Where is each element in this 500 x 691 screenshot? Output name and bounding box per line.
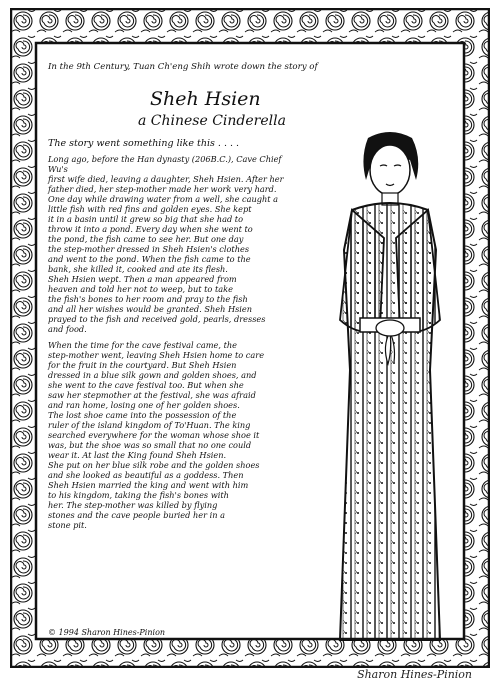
copyright-notice: © 1994 Sharon Hines-Pinion	[48, 628, 166, 637]
woman-in-robe-illustration	[300, 128, 480, 648]
heading-line: In the 9th Century, Tuan Ch'eng Shih wrote down the story of	[48, 62, 318, 72]
artist-signature: Sharon Hines-Pinion	[357, 668, 472, 681]
story-paragraph-1: Long ago, before the Han dynasty (206B.C.), Cave Chief Wu's first wife died, leaving a daughter, Sheh Hsien. After her father died, her step-mother made her work very hard. One day while drawing water from a well, she caught a little fish with red fins and golden eyes. She kept it in a basin until it grew so big that she had to throw it into a pond. Every day when she went to the pond, the fish came to see her. But one day the step-mother dressed in Sheh Hsien's clothes and went to the pond. When the fish came to the bank, she killed it, cooked and ate its flesh. Sheh Hsien wept. Then a man appeared from heaven and told her not to weep, but to take the fish's bones to her room and pray to the fish and all her wishes would be granted. Sheh Hsien prayed to the fish and received gold, pearls, dresses and food.	[48, 154, 284, 334]
story-text	[48, 154, 300, 536]
story-subtitle: a Chinese Cinderella	[138, 113, 286, 129]
story-title: Sheh Hsien	[150, 88, 261, 110]
intro-line: The story went something like this . . . .	[48, 138, 240, 149]
story-paragraph-2: When the time for the cave festival came, the step-mother went, leaving Sheh Hsien home to care for the fruit in the courtyard. But Sheh Hsien dressed in a blue silk gown and golden shoes, and she went to the cave festival too. But when she saw her stepmother at the festival, she was afraid and ran home, losing one of her golden shoes. The lost shoe came into the possession of the ruler of the island kingdom of To'Huan. The king searched everywhere for the woman whose shoe it was, but the shoe was so small that no one could wear it. At last the King found Sheh Hsien. She put on her blue silk robe and the golden shoes and she looked as beautiful as a goddess. Then Sheh Hsien married the king and went with him to his kingdom, taking the fish's bones with her. The step-mother was killed by flying stones and the cave people buried her in a stone pit.	[48, 340, 265, 530]
